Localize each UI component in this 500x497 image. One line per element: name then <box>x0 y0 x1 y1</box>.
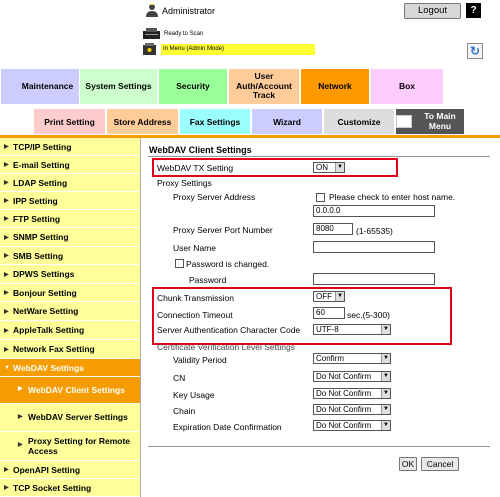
tab-box[interactable]: Box <box>370 68 444 105</box>
charset-select[interactable]: UTF-8 ▼ <box>313 324 391 335</box>
chevron-down-icon: ▼ <box>335 163 344 172</box>
sidebar-item-dpws[interactable]: ▶ DPWS Settings <box>0 265 140 284</box>
help-button[interactable]: ? <box>466 3 481 18</box>
device-status: Ready to Scan <box>164 31 204 37</box>
arrow-right-icon: ▶ <box>4 485 9 491</box>
sidebar-item-tcpip[interactable]: ▶ TCP/IP Setting <box>0 138 140 156</box>
sidebar-item-appletalk[interactable]: ▶ AppleTalk Setting <box>0 321 140 340</box>
divider <box>148 446 490 447</box>
proxy-port-input[interactable]: 8080 <box>313 223 353 235</box>
proxy-address-input[interactable]: 0.0.0.0 <box>313 205 435 217</box>
arrow-right-icon: ▶ <box>4 180 9 186</box>
main-menu-icon <box>396 115 412 128</box>
chain-label: Chain <box>173 406 196 416</box>
arrow-right-icon: ▶ <box>4 198 9 204</box>
host-name-check-label: Please check to enter host name. <box>329 192 456 202</box>
validity-label: Validity Period <box>173 355 227 365</box>
arrow-right-icon: ▶ <box>4 234 9 241</box>
settings-mode-icon <box>143 43 156 55</box>
arrow-right-icon: ▶ <box>4 253 9 259</box>
chunk-label: Chunk Transmission <box>157 293 235 303</box>
cert-level-heading: Certificate Verification Level Settings <box>157 342 295 352</box>
chevron-down-icon: ▼ <box>381 372 390 381</box>
sidebar-item-proxy-remote[interactable]: ▶ Proxy Setting for Remote Access <box>0 432 140 461</box>
sidebar <box>0 138 140 497</box>
arrow-right-icon: ▶ <box>4 467 9 473</box>
ok-button[interactable]: OK <box>399 457 417 471</box>
expiration-label: Expiration Date Confirmation <box>173 422 282 432</box>
proxy-port-range: (1-65535) <box>356 226 393 236</box>
chunk-select[interactable]: OFF ▼ <box>313 291 345 302</box>
arrow-right-icon: ▶ <box>4 271 9 278</box>
tab-user-auth[interactable]: User Auth/Account Track <box>228 68 300 105</box>
arrow-right-icon: ▶ <box>4 308 9 315</box>
refresh-icon[interactable]: ↻ <box>467 43 483 59</box>
expiration-select[interactable]: Do Not Confirm ▼ <box>313 420 391 431</box>
chevron-down-icon: ▼ <box>381 354 390 363</box>
password-changed-label: Password is changed. <box>186 259 270 269</box>
chevron-down-icon: ▼ <box>381 405 390 414</box>
sidebar-item-netware[interactable]: ▶ NetWare Setting <box>0 302 140 321</box>
admin-mode-indicator: In Menu (Admin Mode) <box>161 44 315 55</box>
chevron-down-icon: ▼ <box>381 421 390 430</box>
sidebar-item-ldap[interactable]: ▶ LDAP Setting <box>0 174 140 192</box>
cn-label: CN <box>173 373 186 383</box>
arrow-right-icon: ▶ <box>18 413 23 420</box>
divider <box>148 156 490 157</box>
scanner-icon <box>143 28 160 39</box>
tab-system-settings[interactable]: System Settings <box>79 68 158 105</box>
host-name-checkbox[interactable] <box>316 193 325 202</box>
sidebar-item-network-fax[interactable]: ▶ Network Fax Setting <box>0 340 140 359</box>
arrow-right-icon: ▶ <box>4 290 9 296</box>
sidebar-item-email[interactable]: ▶ E-mail Setting <box>0 156 140 174</box>
key-usage-select[interactable]: Do Not Confirm ▼ <box>313 388 391 399</box>
arrow-right-icon: ▶ <box>4 346 9 353</box>
proxy-port-label: Proxy Server Port Number <box>173 225 273 235</box>
sidebar-item-openapi[interactable]: ▶ OpenAPI Setting <box>0 461 140 479</box>
tx-setting-select[interactable]: ON ▼ <box>313 162 345 173</box>
to-main-menu-button[interactable]: To Main Menu <box>395 108 465 135</box>
cn-select[interactable]: Do Not Confirm ▼ <box>313 371 391 382</box>
tab-print-setting[interactable]: Print Setting <box>33 108 106 135</box>
validity-select[interactable]: Confirm ▼ <box>313 353 391 364</box>
password-changed-checkbox[interactable] <box>175 259 184 268</box>
arrow-down-icon: ▼ <box>4 364 10 371</box>
tab-security[interactable]: Security <box>158 68 228 105</box>
sidebar-item-webdav[interactable]: ▼ WebDAV Settings <box>0 359 140 377</box>
tab-fax-settings[interactable]: Fax Settings <box>179 108 251 135</box>
logout-button[interactable]: Logout <box>404 3 461 19</box>
chevron-down-icon: ▼ <box>381 389 390 398</box>
sidebar-item-tcp-socket[interactable]: ▶ TCP Socket Setting <box>0 479 140 497</box>
page-title: WebDAV Client Settings <box>149 145 252 155</box>
user-name-input[interactable] <box>313 241 435 253</box>
arrow-right-icon: ▶ <box>4 162 9 168</box>
cancel-button[interactable]: Cancel <box>421 457 459 471</box>
user-name-label: User Name <box>173 243 216 253</box>
sidebar-item-snmp[interactable]: ▶ SNMP Setting <box>0 228 140 247</box>
tab-maintenance[interactable]: Maintenance <box>0 68 95 105</box>
sidebar-item-ftp[interactable]: ▶ FTP Setting <box>0 210 140 228</box>
sidebar-item-webdav-server[interactable]: ▶ WebDAV Server Settings <box>0 404 140 432</box>
sidebar-item-ipp[interactable]: ▶ IPP Setting <box>0 192 140 210</box>
chain-select[interactable]: Do Not Confirm ▼ <box>313 404 391 415</box>
tab-store-address[interactable]: Store Address <box>106 108 179 135</box>
arrow-right-icon: ▶ <box>4 327 9 334</box>
tab-wizard[interactable]: Wizard <box>251 108 323 135</box>
sidebar-item-webdav-client[interactable]: ▶ WebDAV Client Settings <box>0 377 140 404</box>
timeout-label: Connection Timeout <box>157 310 233 320</box>
password-label: Password <box>189 275 227 285</box>
tx-setting-label: WebDAV TX Setting <box>157 163 234 173</box>
arrow-right-icon: ▶ <box>4 144 9 150</box>
arrow-right-icon: ▶ <box>18 386 23 393</box>
chevron-down-icon: ▼ <box>381 325 390 334</box>
administrator-icon <box>145 3 159 17</box>
sidebar-item-bonjour[interactable]: ▶ Bonjour Setting <box>0 284 140 302</box>
tab-customize[interactable]: Customize <box>323 108 395 135</box>
proxy-settings-heading: Proxy Settings <box>157 178 212 188</box>
arrow-right-icon: ▶ <box>18 442 23 449</box>
arrow-right-icon: ▶ <box>4 216 9 222</box>
chevron-down-icon: ▼ <box>335 292 344 301</box>
sidebar-item-smb[interactable]: ▶ SMB Setting <box>0 247 140 265</box>
timeout-unit: sec.(5-300) <box>347 310 390 320</box>
tab-network[interactable]: Network <box>300 68 370 105</box>
key-usage-label: Key Usage <box>173 390 215 400</box>
proxy-address-label: Proxy Server Address <box>173 192 256 202</box>
divider <box>140 138 141 497</box>
password-input[interactable] <box>313 273 435 285</box>
timeout-input[interactable]: 60 <box>313 307 345 319</box>
user-label: Administrator <box>162 6 216 16</box>
charset-label: Server Authentication Character Code <box>157 325 301 335</box>
